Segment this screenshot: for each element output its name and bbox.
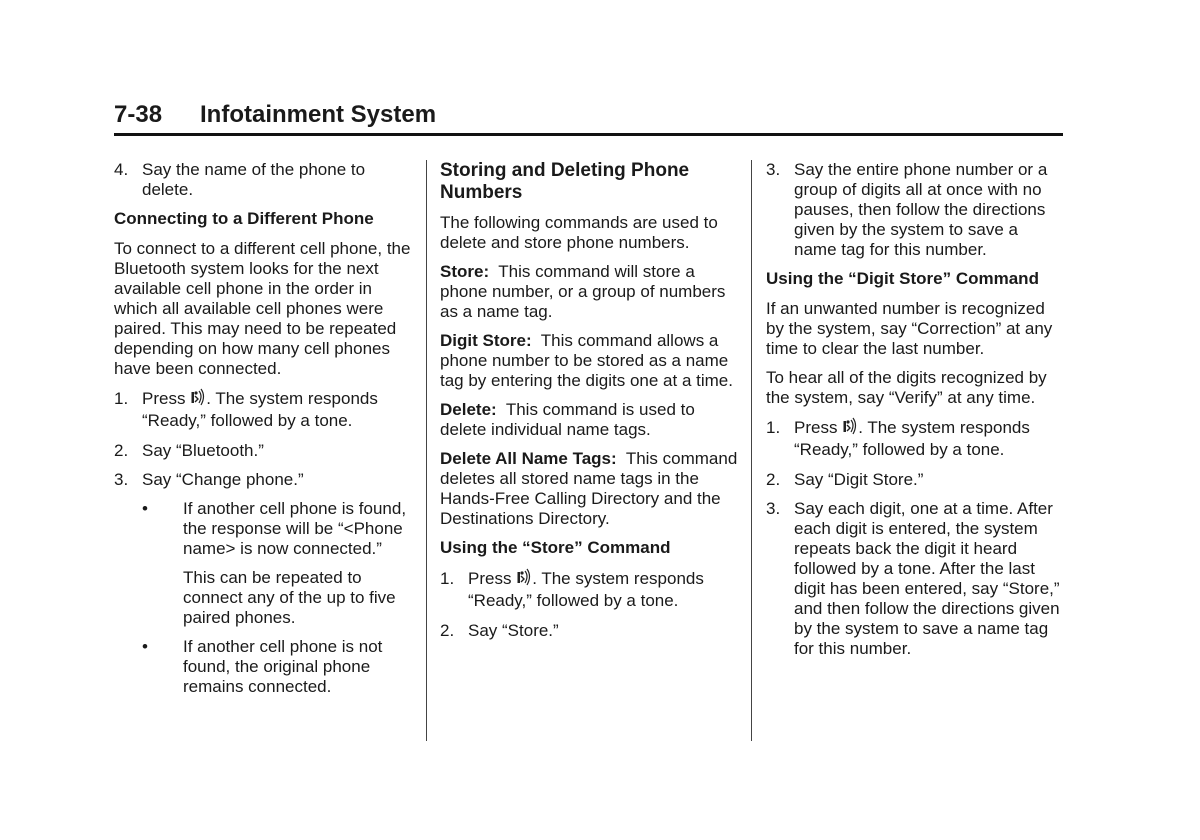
list-text: Say the entire phone number or a group of digits all at once with no pauses, then follow the directions given by the system to save a name tag for this number.: [794, 160, 1048, 259]
definition-term: Store:: [440, 262, 490, 281]
list-number: 2.: [766, 470, 781, 489]
list-text: Say the name of the phone to delete.: [142, 160, 366, 199]
list-text: . The system responds “Ready,” followed by a tone.: [142, 389, 378, 430]
column-1: [114, 160, 412, 706]
subsection-heading: Connecting to a Different Phone: [114, 209, 374, 228]
list-text: Press: [468, 569, 512, 588]
list-text: Say “Change phone.”: [142, 470, 304, 489]
list-item: [114, 160, 412, 200]
list-item: [114, 388, 412, 432]
section-title: Infotainment System: [200, 101, 437, 128]
list-text: Say each digit, one at a time. After each digit is entered, the system repeats back the digit it heard followed by a tone. After the last digit has been entered, say “Store,” and then follow the directions given by the system to save a name tag for this number.: [794, 499, 1060, 658]
paragraph: This can be repeated to connect any of the up to five paired phones.: [183, 568, 396, 627]
list-number: 2.: [114, 441, 129, 460]
list-number: 3.: [114, 470, 129, 489]
bullet-item: [114, 637, 412, 697]
column-2: [440, 160, 738, 650]
column-3: [766, 160, 1064, 668]
page-header: [114, 99, 1063, 136]
list-number: 4.: [114, 160, 129, 179]
subsection-heading: Using the “Store” Command: [440, 538, 671, 557]
definition: [440, 262, 738, 322]
list-number: 1.: [440, 569, 455, 588]
definition-text: This command deletes all stored name tags in the Hands-Free Calling Directory and the Destinations Directory.: [440, 449, 738, 528]
definition-term: Digit Store:: [440, 331, 532, 350]
list-text: . The system responds “Ready,” followed by a tone.: [794, 418, 1030, 459]
list-text: Press: [794, 418, 838, 437]
list-text: . The system responds “Ready,” followed by a tone.: [468, 569, 704, 610]
column-divider: [751, 160, 752, 741]
paragraph: The following commands are used to delete and store phone numbers.: [440, 213, 718, 252]
list-item: [766, 417, 1064, 461]
list-number: 3.: [766, 499, 781, 518]
list-item: [114, 470, 412, 490]
list-number: 3.: [766, 160, 781, 179]
page-number: 7-38: [114, 101, 163, 128]
list-number: 1.: [114, 389, 129, 408]
definition: [440, 449, 738, 529]
definition-text: This command will store a phone number, or a group of numbers as a name tag.: [440, 262, 726, 321]
voice-command-icon: [517, 568, 531, 586]
bullet-text: If another cell phone is not found, the original phone remains connected.: [183, 637, 383, 696]
definition-term: Delete All Name Tags:: [440, 449, 617, 468]
bullet-mark: •: [142, 637, 148, 656]
section-heading: Storing and Deleting Phone Numbers: [440, 160, 690, 203]
definition: [440, 331, 738, 391]
paragraph: If an unwanted number is recognized by the system, say “Correction” at any time to clear the last number.: [766, 299, 1053, 358]
list-item: [440, 568, 738, 612]
definition: [440, 400, 738, 440]
voice-command-icon: [191, 388, 205, 406]
list-item: [766, 470, 1064, 490]
list-text: Press: [142, 389, 186, 408]
definition-text: This command allows a phone number to be stored as a name tag by entering the digits one at a time.: [440, 331, 733, 390]
list-text: Say “Digit Store.”: [794, 470, 924, 489]
column-divider: [426, 160, 427, 741]
bullet-mark: •: [142, 499, 148, 518]
bullet-item: [114, 499, 412, 559]
list-item: [114, 441, 412, 461]
list-text: Say “Store.”: [468, 621, 559, 640]
definition-term: Delete:: [440, 400, 497, 419]
list-item: [440, 621, 738, 641]
bullet-text: If another cell phone is found, the response will be “<Phone name> is now connected.”: [183, 499, 407, 558]
list-number: 1.: [766, 418, 781, 437]
definition-text: This command is used to delete individual name tags.: [440, 400, 695, 439]
paragraph: To hear all of the digits recognized by the system, say “Verify” at any time.: [766, 368, 1047, 407]
list-text: Say “Bluetooth.”: [142, 441, 264, 460]
list-item: [766, 160, 1064, 260]
voice-command-icon: [843, 417, 857, 435]
list-item: [766, 499, 1064, 659]
paragraph: To connect to a different cell phone, the Bluetooth system looks for the next available cell phone in the order in which all available cell phones were paired. This may need to be repeated depending on how many cell phones have been connected.: [114, 239, 411, 378]
list-number: 2.: [440, 621, 455, 640]
subsection-heading: Using the “Digit Store” Command: [766, 269, 1039, 288]
